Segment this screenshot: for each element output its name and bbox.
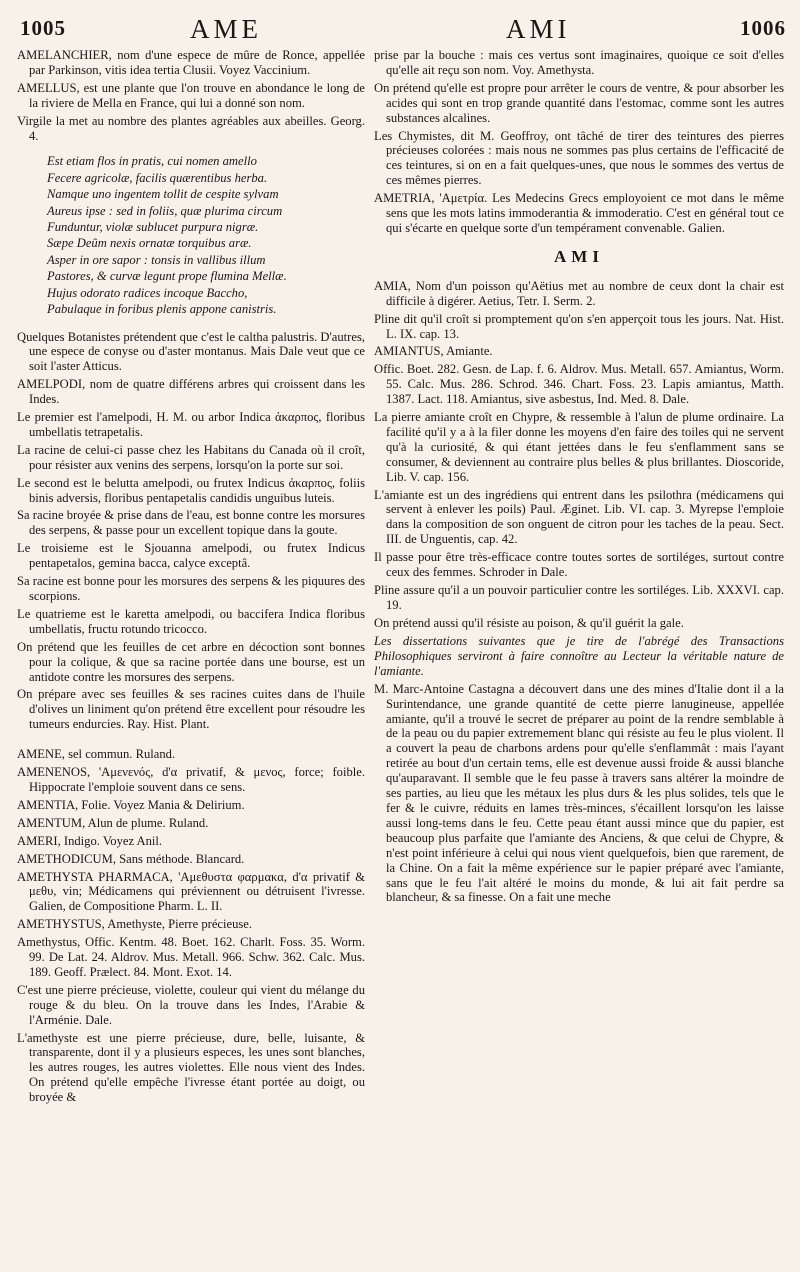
entry-amethystus-chymistes: Les Chymistes, dit M. Geoffroy, ont tâché de tirer des teintures des pierres précieuses colorées : mais nous ne sommes pas plus certains de l'efficacité de ces teintures, si on en a fait quelques-unes, que nous le sommes des vertus de ces mêmes pierres. [374, 128, 784, 188]
entry-amelpodi-quatrieme: Le quatrieme est le karetta amelpodi, ou baccifera Indica floribus umbellatis, fructu rotundo tricocco. [17, 606, 365, 636]
entry-amentum: AMENTUM, Alun de plume. Ruland. [17, 815, 209, 830]
entry-amiantus-pline: Pline assure qu'il a un pouvoir particulier contre les sortiléges. Lib. XXXVI. cap. 19. [374, 583, 784, 612]
entry-amiantus-sortileges: Il passe pour être très-efficace contre toutes sortes de sortiléges, surtout contre ceux des femmes. Schroder in Dale. [374, 550, 784, 580]
verse-line: Pastores, & curvæ legunt prope flumina Mellæ. [47, 269, 287, 284]
verse-line: Pabulaque in foribus plenis appone canistris. [47, 302, 277, 317]
entry-ameri: AMERI, Indigo. Voyez Anil. [17, 833, 163, 848]
entry-amelpodi-racine-3: Sa racine est bonne pour les morsures des serpens & les piquures des scorpions. [17, 574, 365, 603]
running-head-left: AME [190, 14, 262, 44]
page-number-right: 1006 [740, 16, 786, 40]
left-column [17, 48, 365, 1108]
entry-amethystus-desc: C'est une pierre précieuse, violette, couleur qui vient du mélange du rouge & du bleu. On la trouve dans les Indes, l'Arabie & l'Arménie. Dale. [17, 982, 365, 1027]
verse-line: Fecere agricolæ, facilis quærentibus herba. [47, 170, 268, 185]
entry-ametria: AMETRIA, 'Αμετρία. Les Medecins Grecs employoient ce mot dans le même sens que les mots latins immoderantia & immoderatio. C'est en général tout ce qui s'écarte en quelque sorte d'un tempérament convenable. Galien. [374, 191, 784, 235]
verse-line: Sæpe Deûm nexis ornatæ torquibus aræ. [47, 236, 252, 251]
entry-amelpodi-troisieme: Le troisieme est le Sjouanna amelpodi, ou frutex Indicus pentapetalos, gemina bacca, calyce exceptâ. [17, 541, 365, 571]
entry-amiantus-refs: Offic. Boet. 282. Gesn. de Lap. f. 6. Aldrov. Mus. Metall. 657. Amiantus, Worm. 55. Calc. Mus. 286. Schrod. 346. Chart. Foss. 23. Lapis amiantus, Matth. 1387. Lact. 118. Amiantus, sive asbestus, Ind. Med. 8. Dale. [374, 362, 784, 407]
entry-amethystus-refs: Amethystus, Offic. Kentm. 48. Boet. 162. Charlt. Foss. 35. Worm. 99. De Lat. 24. Aldrov. Mus. Metall. 966. Schw. 362. Calc. Mus. 189. Geoff. Prælect. 84. Mont. Exot. 14. [17, 935, 365, 979]
entry-amethystus-continued: prise par la bouche : mais ces vertus sont imaginaires, quoique ce soit d'elles qu'elle ait reçu son nom. Voy. Amethysta. [374, 48, 784, 77]
entry-amia: AMIA, Nom d'un poisson qu'Aëtius met au nombre de ceux dont la chair est difficile à digérer. Aetius, Tetr. I. Serm. 2. [374, 278, 784, 308]
dissertation-intro: Les dissertations suivantes que je tire de l'abrégé des Transactions Philosophiques serviront à faire connoître au Lecteur la véritable nature de l'amiante. [374, 633, 784, 678]
virgil-verse [47, 153, 365, 317]
entry-amiantus: AMIANTUS, Amiante. [374, 344, 493, 359]
running-head-right: AMI [506, 14, 571, 44]
entry-amia-pline: Pline dit qu'il croît si promptement qu'on s'en apperçoit tous les jours. Nat. Hist. L. IX. cap. 13. [374, 311, 784, 341]
verse-line: Aureus ipse : sed in foliis, quæ plurima circum [47, 203, 283, 218]
entry-amelpodi: AMELPODI, nom de quatre différens arbres qui croissent dans les Indes. [17, 377, 365, 407]
verse-line: Asper in ore sapor : tonsis in vallibus illum [47, 252, 266, 267]
verse-line: Est etiam flos in pratis, cui nomen amello [47, 154, 257, 169]
entry-amethysta: AMETHYSTA PHARMACA, 'Αμεθυστα φαρμακα, d'α privatif & μεθυ, vin; Médicamens qui préviennent ou détruisent l'ivresse. Galien, de Compositione Pharm. L. II. [17, 869, 365, 914]
entry-amene: AMENE, sel commun. Ruland. [17, 747, 176, 762]
verse-line: Funduntur, violæ sublucet purpura nigræ. [47, 220, 259, 235]
page-header [14, 14, 788, 50]
entry-amelpodi-liniment: On prépare avec ses feuilles & ses racines cuites dans de l'huile d'olives un liniment qu'on prétend être excellent pour résoudre les tumeurs endurcies. Ray. Hist. Plant. [17, 687, 365, 732]
entry-amethodicum: AMETHODICUM, Sans méthode. Blancard. [17, 851, 245, 866]
entry-amellus-virgile: Virgile la met au nombre des plantes agréables aux abeilles. Georg. 4. [17, 113, 365, 143]
verse-line: Namque uno ingentem tollit de cespite sylvam [47, 187, 279, 202]
entry-amelpodi-racine: La racine de celui-ci passe chez les Habitans du Canada où il croît, pour résister aux venins des serpens, lorsqu'on la porte sur soi. [17, 442, 365, 472]
entry-amelpodi-racine-2: Sa racine broyée & prise dans de l'eau, est bonne contre les morsures des serpens, & passe pour un excellent topique dans la goute. [17, 508, 365, 538]
entry-amellus: AMELLUS, est une plante que l'on trouve en abondance le long de la riviere de Mella en France, qui lui a donné son nom. [17, 80, 365, 110]
page-number-left: 1005 [20, 16, 66, 40]
entry-amelpodi-premier: Le premier est l'amelpodi, H. M. ou arbor Indica ἀκαρπος, floribus umbellatis tetrapetalis. [17, 410, 365, 439]
verse-line: Hujus odorato radices incoque Baccho, [47, 285, 248, 300]
entry-amellus-botanistes: Quelques Botanistes prétendent que c'est le caltha palustris. D'autres, une espece de conyse ou d'aster montanus. Mais Dale veut que ce soit l'aster Atticus. [17, 329, 365, 374]
entry-amentia: AMENTIA, Folie. Voyez Mania & Delirium. [17, 797, 245, 812]
entry-castagna: M. Marc-Antoine Castagna a découvert dans une des mines d'Italie dont il a la Surintendance, une grande quantité de cette pierre lanugineuse, appellée amiante, qu'il a trouvé le secret de préparer au point de la rendre semblable à de la peau ou du papier extremement blanc qui résiste au feu le plus violent. Il a couvert la peau de charbons ardens pour qu'elle s'enflammât : mais l'ayant retirée au bout d'un certain tems, elle est devenue aussi froide & aussi blanche qu'auparavant. Il semble que le feu passe à travers sans altérer la moindre de ses parties, au lieu que les métaux les plus durs & les plus solides, tels que le fer & le cuivre, réduits en lames très-minces, s'écaillent lorsqu'on les laisse aussi long-tems dans le feu. Cette peau étant aussi mince que du papier, est beaucoup plus parfaite que l'amiante des Anciens, & que celui de Chypre, & n'est point inférieure à celui qui nous vient quelquefois, bien que rarement, de la Chine. On a fait la même expérience sur le papier préparé avec l'amiante, sans que le feu l'ait altéré le moins du monde, & lui ait fait perdre sa blancheur, & sa finesse. On a fait une meche [374, 681, 784, 905]
entry-amiantus-psilothra: L'amiante est un des ingrédiens qui entrent dans les psilothra (médicamens qui servent à enlever les poils) Paul. Æginet. Lib. VI. cap. 3. Myrepse l'emploie dans la composition de son onguent de citron pour les taches de la peau. Sect. III. de Unguentis, cap. 42. [374, 487, 784, 547]
entry-amelpodi-second: Le second est le belutta amelpodi, ou frutex Indicus ἀκαρπος, foliis binis adversis, floribus pentapetalis candidis unguibus luteis. [17, 475, 365, 505]
entry-amethystus: AMETHYSTUS, Amethyste, Pierre précieuse. [17, 917, 253, 932]
entry-amiantus-poison: On prétend aussi qu'il résiste au poison, & qu'il guérit la gale. [374, 615, 684, 630]
entry-amethystus-ventre: On prétend qu'elle est propre pour arrêter le cours de ventre, & pour absorber les acides qui sont en trop grande quantité dans l'estomac, comme sont les autres substances alcalines. [374, 80, 784, 125]
entry-amelanchier: AMELANCHIER, nom d'une espece de mûre de Ronce, appellée par Parkinson, vitis idea tertia Clusii. Voyez Vaccinium. [17, 48, 365, 77]
entry-amelpodi-feuilles: On prétend que les feuilles de cet arbre en décoction sont bonnes pour la colique, & que sa racine portée dans une bourse, est un antidote contre les morsures des serpens. [17, 639, 365, 684]
entry-amiantus-chypre: La pierre amiante croît en Chypre, & ressemble à l'alun de plume ordinaire. La facilité qu'il y a à la filer donne les moyens d'en faire des toiles qui ne servent qu'à la curiosité, & qui étant jettées dans le feu s'enflamment sans se consumer, & deviennent au contraire plus belles & plus brillantes. Dioscoride, Lib. V. cap. 156. [374, 410, 784, 484]
entry-amethystus-desc-2: L'amethyste est une pierre précieuse, dure, belle, luisante, & transparente, dont il y a plusieurs especes, les unes sont blanches, les autres rouges, les autres violettes. Elle nous vient des Indes. On prétend qu'elle empêche l'ivresse étant portée au doigt, ou broyée & [17, 1030, 365, 1105]
section-heading: AMI [554, 246, 604, 266]
entry-amenenos: AMENENOS, 'Αμενενός, d'α privatif, & μενος, force; foible. Hippocrate l'emploie souvent dans ce sens. [17, 765, 365, 794]
right-column [374, 48, 784, 908]
